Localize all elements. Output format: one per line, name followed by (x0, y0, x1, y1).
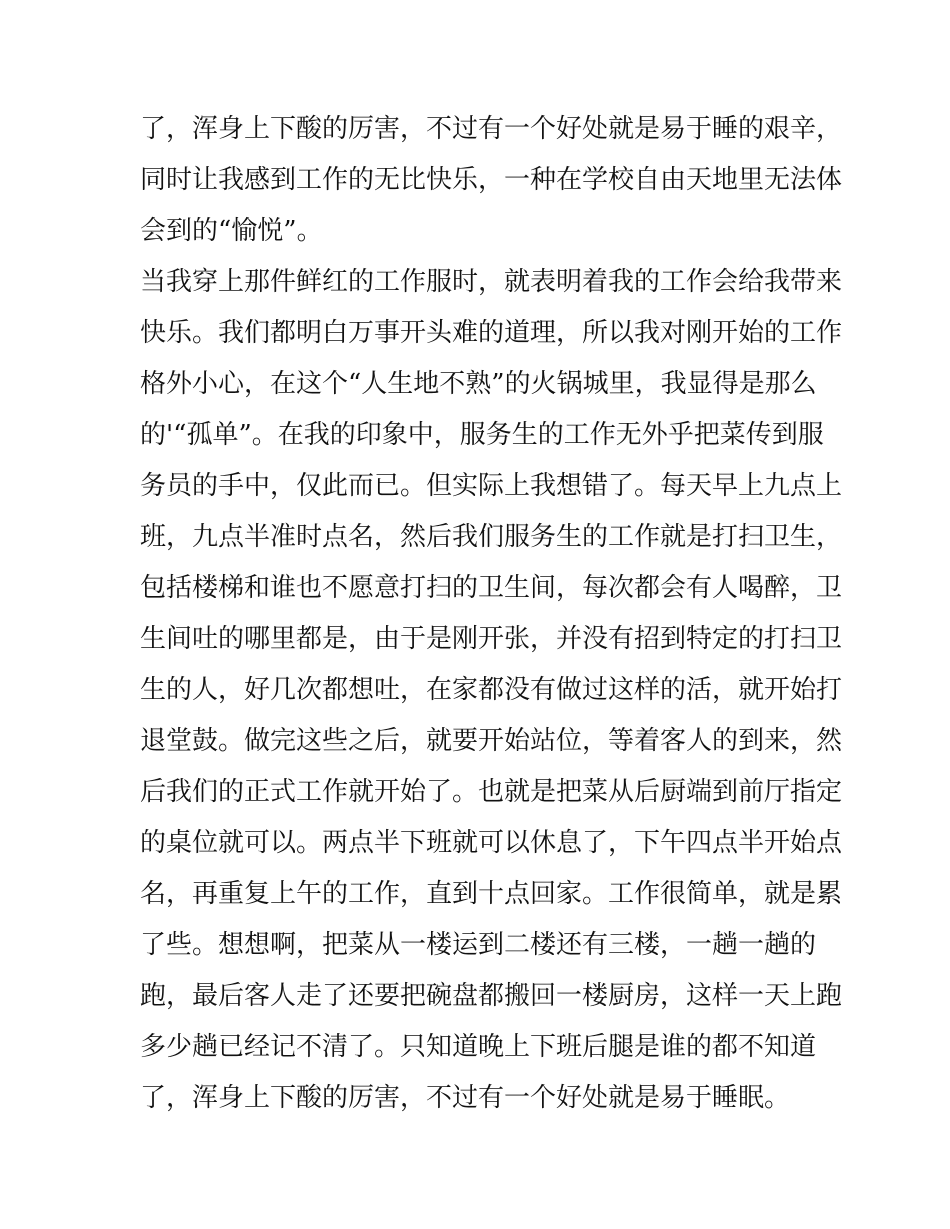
text-line: 格外小心，在这个“人生地不熟”的火锅城里，我显得是那么 (140, 369, 817, 399)
text-line: 的桌位就可以。两点半下班就可以休息了，下午四点半开始点 (140, 828, 843, 858)
text-line: 生间吐的哪里都是，由于是刚开张，并没有招到特定的打扫卫 (140, 624, 843, 654)
text-line: 务员的手中，仅此而已。但实际上我想错了。每天早上九点上 (140, 471, 843, 501)
text-line: 了些。想想啊，把菜从一楼运到二楼还有三楼，一趟一趟的 (140, 930, 817, 960)
text-line: 当我穿上那件鲜红的工作服时，就表明着我的工作会给我带来 (140, 267, 843, 297)
text-line: 会到的“愉悦”。 (140, 216, 323, 246)
text-line: 多少趟已经记不清了。只知道晚上下班后腿是谁的都不知道 (140, 1032, 817, 1062)
text-line: 了，浑身上下酸的厉害，不过有一个好处就是易于睡的艰辛， (140, 114, 843, 144)
text-line: 包括楼梯和谁也不愿意打扫的卫生间，每次都会有人喝醉，卫 (140, 573, 843, 603)
text-line: 后我们的正式工作就开始了。也就是把菜从后厨端到前厅指定 (140, 777, 843, 807)
text-line: 同时让我感到工作的无比快乐，一种在学校自由天地里无法体 (140, 165, 843, 195)
text-line: 了，浑身上下酸的厉害，不过有一个好处就是易于睡眠。 (140, 1083, 791, 1113)
text-line: 生的人，好几次都想吐，在家都没有做过这样的活，就开始打 (140, 675, 843, 705)
text-line: 退堂鼓。做完这些之后，就要开始站位，等着客人的到来，然 (140, 726, 843, 756)
text-line: 快乐。我们都明白万事开头难的道理，所以我对刚开始的工作 (140, 318, 843, 348)
text-line: 的'“孤单”。在我的印象中，服务生的工作无外乎把菜传到服 (140, 420, 824, 450)
text-line: 班，九点半准时点名，然后我们服务生的工作就是打扫卫生， (140, 522, 843, 552)
text-line: 跑，最后客人走了还要把碗盘都搬回一楼厨房，这样一天上跑 (140, 981, 843, 1011)
body-text (140, 104, 843, 1124)
text-line: 名，再重复上午的工作，直到十点回家。工作很简单，就是累 (140, 879, 843, 909)
